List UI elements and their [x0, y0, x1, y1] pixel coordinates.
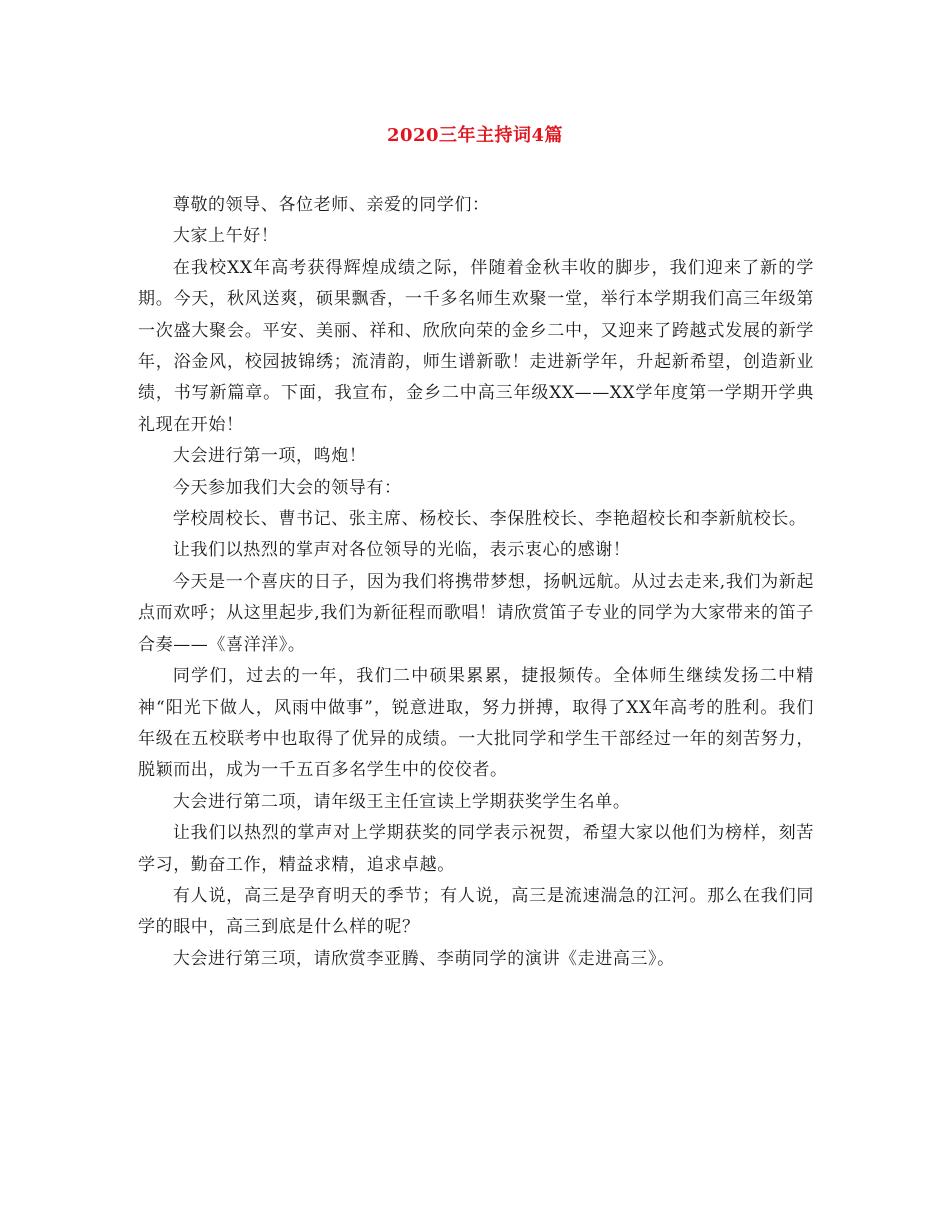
paragraph-senior-year: 有人说，高三是孕育明天的季节；有人说，高三是流速湍急的江河。那么在我们同学的眼中，高三到底是什么样的呢？	[138, 885, 814, 938]
paragraph-applause-winners: 让我们以热烈的掌声对上学期获奖的同学表示祝贺，希望大家以他们为榜样，刻苦学习，勤奋工作，精益求精，追求卓越。	[138, 823, 814, 875]
paragraph-item-two: 大会进行第二项，请年级王主任宣读上学期获奖学生名单。	[172, 791, 631, 812]
paragraph-achievements: 同学们，过去的一年，我们二中硕果累累，捷报频传。全体师生继续发扬二中精神“阳光下做人，风雨中做事”，锐意进取，努力拼搏，取得了XX年高考的胜利。我们年级在五校联考中也取得了优异的成绩。一大批同学和学生干部经过一年的刻苦努力，脱颖而出，成为一千五百多名学生中的佼佼者。	[138, 666, 814, 781]
paragraph-flute-performance: 今天是一个喜庆的日子，因为我们将携带梦想，扬帆远航。从过去走来,我们为新起点而欢呼；从这里起步,我们为新征程而歌唱！请欣赏笛子专业的同学为大家带来的笛子合奏——《喜洋洋》。	[138, 571, 814, 655]
paragraph-opening: 在我校XX年高考获得辉煌成绩之际，伴随着金秋丰收的脚步，我们迎来了新的学期。今天，秋风送爽，硕果飘香，一千多名师生欢聚一堂，举行本学期我们高三年级第一次盛大聚会。平安、美丽、祥和、欣欣向荣的金乡二中，又迎来了跨越式发展的新学年，浴金风，校园披锦绣；流清韵，师生谱新歌！走进新学年，升起新希望，创造新业绩，书写新篇章。下面，我宣布，金乡二中高三年级XX——XX学年度第一学期开学典礼现在开始！	[138, 257, 814, 435]
paragraph-item-three: 大会进行第三项，请欣赏李亚腾、李萌同学的演讲《走进高三》。	[172, 948, 675, 969]
paragraph-leaders-intro: 今天参加我们大会的领导有：	[172, 477, 402, 498]
paragraph-leaders-list: 学校周校长、曹书记、张主席、杨校长、李保胜校长、李艳超校长和李新航校长。	[172, 509, 807, 530]
document-body	[138, 190, 814, 975]
paragraph-salutation: 尊敬的领导、各位老师、亲爱的同学们：	[172, 195, 490, 215]
paragraph-applause-leaders: 让我们以热烈的掌声对各位领导的光临，表示衷心的感谢！	[172, 540, 631, 561]
document-title: 2020三年主持词4篇	[386, 125, 564, 146]
paragraph-item-one: 大会进行第一项，鸣炮！	[172, 446, 367, 467]
paragraph-greeting: 大家上午好！	[172, 226, 279, 247]
